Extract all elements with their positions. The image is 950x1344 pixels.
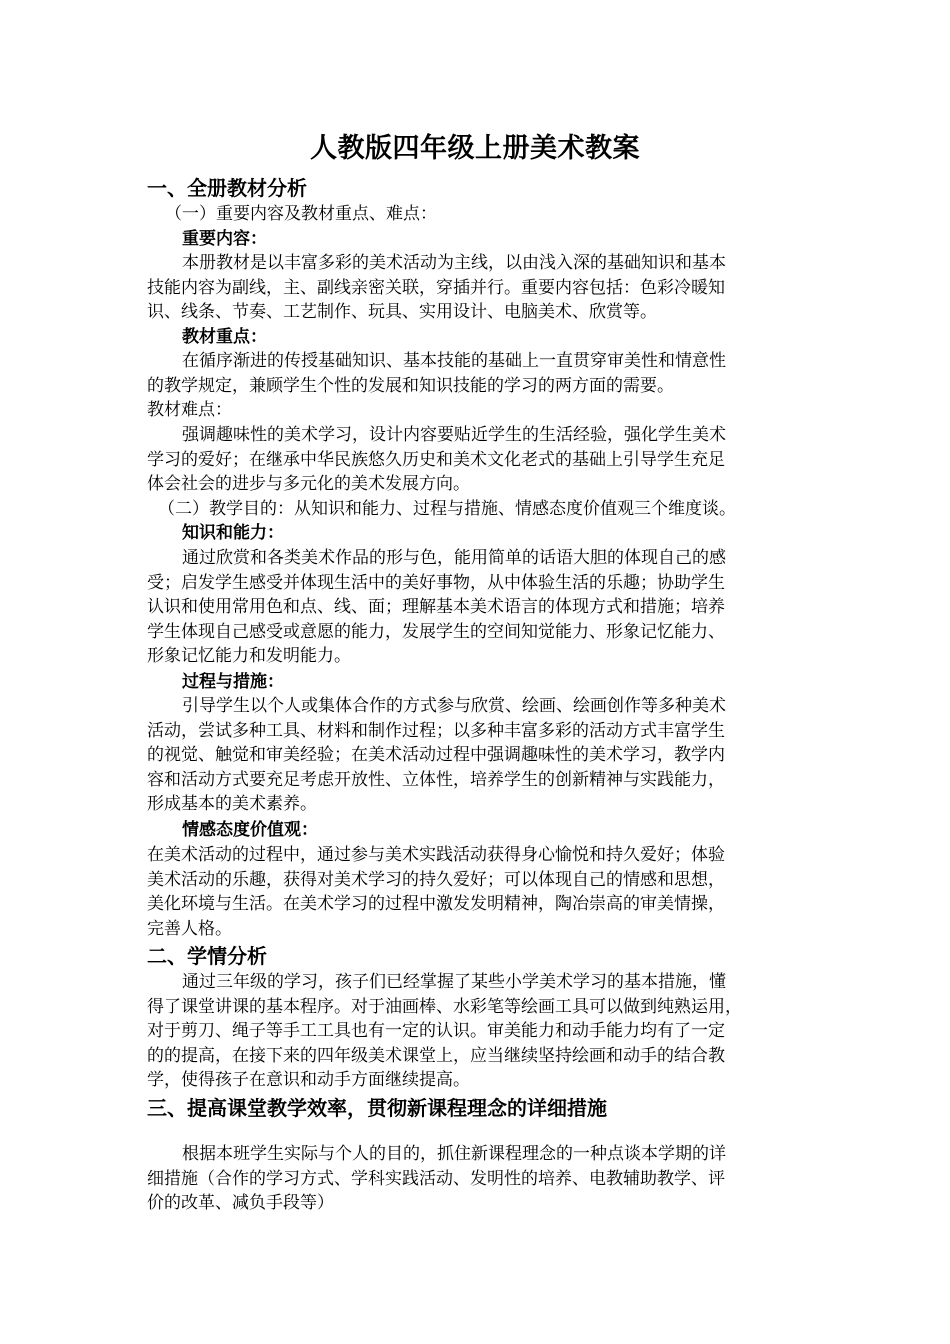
section-3-paragraph (147, 1142, 807, 1216)
knowledge-line: 认识和使用常用色和点、线、面；理解基本美术语言的体现方式和措施；培养 (147, 597, 725, 617)
subheading-2: （二）教学目的：从知识和能力、过程与措施、情感态度价值观三个维度谈。 (158, 499, 736, 519)
section-2-line: 学，使得孩子在意识和动手方面继续提高。 (147, 1070, 470, 1090)
subheading-1: （一）重要内容及教材重点、难点： (165, 204, 437, 224)
difficulty-label: 教材难点： (147, 400, 232, 420)
emotion-line: 美术活动的乐趣，获得对美术学习的持久爱好；可以体现自己的情感和思想， (147, 869, 725, 890)
section-3-line: 价的改革、减负手段等） (147, 1193, 334, 1213)
knowledge-line: 学生体现自己感受或意愿的能力，发展学生的空间知觉能力、形象记忆能力、 (147, 621, 725, 642)
knowledge-label: 知识和能力： (182, 523, 284, 543)
content-line: 识、线条、节奏、工艺制作、玩具、实用设计、电脑美术、欣赏等。 (147, 302, 657, 322)
difficulty-line: 学习的爱好；在继承中华民族悠久历史和美术文化老式的基础上引导学生充足 (147, 449, 725, 470)
emotion-label: 情感态度价值观： (182, 820, 318, 840)
emotion-line: 美化环境与生活。在美术学习的过程中激发发明精神，陶冶崇高的审美情操， (147, 894, 725, 914)
section-3-heading: 三、提高课堂教学效率，贯彻新课程理念的详细措施 (147, 1096, 607, 1120)
process-line: 引导学生以个人或集体合作的方式参与欣赏、绘画、绘画创作等多种美术 (182, 696, 726, 716)
process-line: 的视觉、触觉和审美经验；在美术活动过程中强调趣味性的美术学习，教学内 (147, 745, 725, 765)
difficulty-line: 强调趣味性的美术学习，设计内容要贴近学生的生活经验，强化学生美术 (182, 425, 726, 445)
section-2-line: 对于剪刀、绳子等手工工具也有一定的认识。审美能力和动手能力均有了一定 (147, 1021, 725, 1041)
process-paragraph (147, 694, 807, 817)
section-1-heading: 一、全册教材分析 (147, 176, 307, 200)
difficulty-line: 体会社会的进步与多元化的美术发展方向。 (147, 474, 470, 494)
section-2-heading: 二、学情分析 (147, 944, 267, 968)
content-label: 重要内容： (182, 229, 267, 249)
emotion-line: 在美术活动的过程中，通过参与美术实践活动获得身心愉悦和持久爱好；体验 (147, 845, 725, 865)
process-line: 形成基本的美术素养。 (147, 794, 317, 814)
section-2-line: 通过三年级的学习，孩子们已经掌握了某些小学美术学习的基本措施，懂 (182, 972, 726, 992)
focus-line: 的教学规定，兼顾学生个性的发展和知识技能的学习的两方面的需要。 (147, 375, 674, 396)
difficulty-paragraph (147, 423, 807, 497)
knowledge-paragraph (147, 546, 807, 669)
document-title: 人教版四年级上册美术教案 (310, 133, 640, 164)
knowledge-line: 形象记忆能力和发明能力。 (147, 646, 351, 666)
knowledge-line: 通过欣赏和各类美术作品的形与色，能用简单的话语大胆的体现自己的感 (182, 548, 726, 568)
section-2-line: 得了课堂讲课的基本程序。对于油画棒、水彩笔等绘画工具可以做到纯熟运用， (147, 996, 742, 1017)
knowledge-line: 受；启发学生感受并体现生活中的美好事物，从中体验生活的乐趣；协助学生 (147, 572, 725, 593)
content-line: 本册教材是以丰富多彩的美术活动为主线，以由浅入深的基础知识和基本 (182, 253, 726, 273)
process-line: 活动，尝试多种工具、材料和制作过程；以多种丰富多彩的活动方式丰富学生 (147, 720, 725, 741)
emotion-line: 完善人格。 (147, 918, 232, 939)
content-line: 技能内容为副线，主、副线亲密关联，穿插并行。重要内容包括：色彩冷暖知 (147, 277, 725, 298)
focus-paragraph (147, 349, 807, 398)
emotion-paragraph (147, 843, 807, 941)
section-3-line: 细措施（合作的学习方式、学科实践活动、发明性的培养、电教辅助教学、评 (147, 1168, 725, 1189)
section-3-line: 根据本班学生实际与个人的目的，抓住新课程理念的一种点谈本学期的详 (182, 1144, 726, 1164)
focus-line: 在循序渐进的传授基础知识、基本技能的基础上一直贯穿审美性和情意性 (182, 351, 726, 371)
focus-label: 教材重点： (182, 327, 267, 347)
process-label: 过程与措施： (182, 672, 284, 692)
process-line: 容和活动方式要充足考虑开放性、立体性，培养学生的创新精神与实践能力， (147, 769, 725, 790)
section-2-line: 的的提高，在接下来的四年级美术课堂上，应当继续坚持绘画和动手的结合教 (147, 1045, 725, 1066)
section-2-paragraph (147, 970, 807, 1093)
content-paragraph (147, 251, 807, 325)
